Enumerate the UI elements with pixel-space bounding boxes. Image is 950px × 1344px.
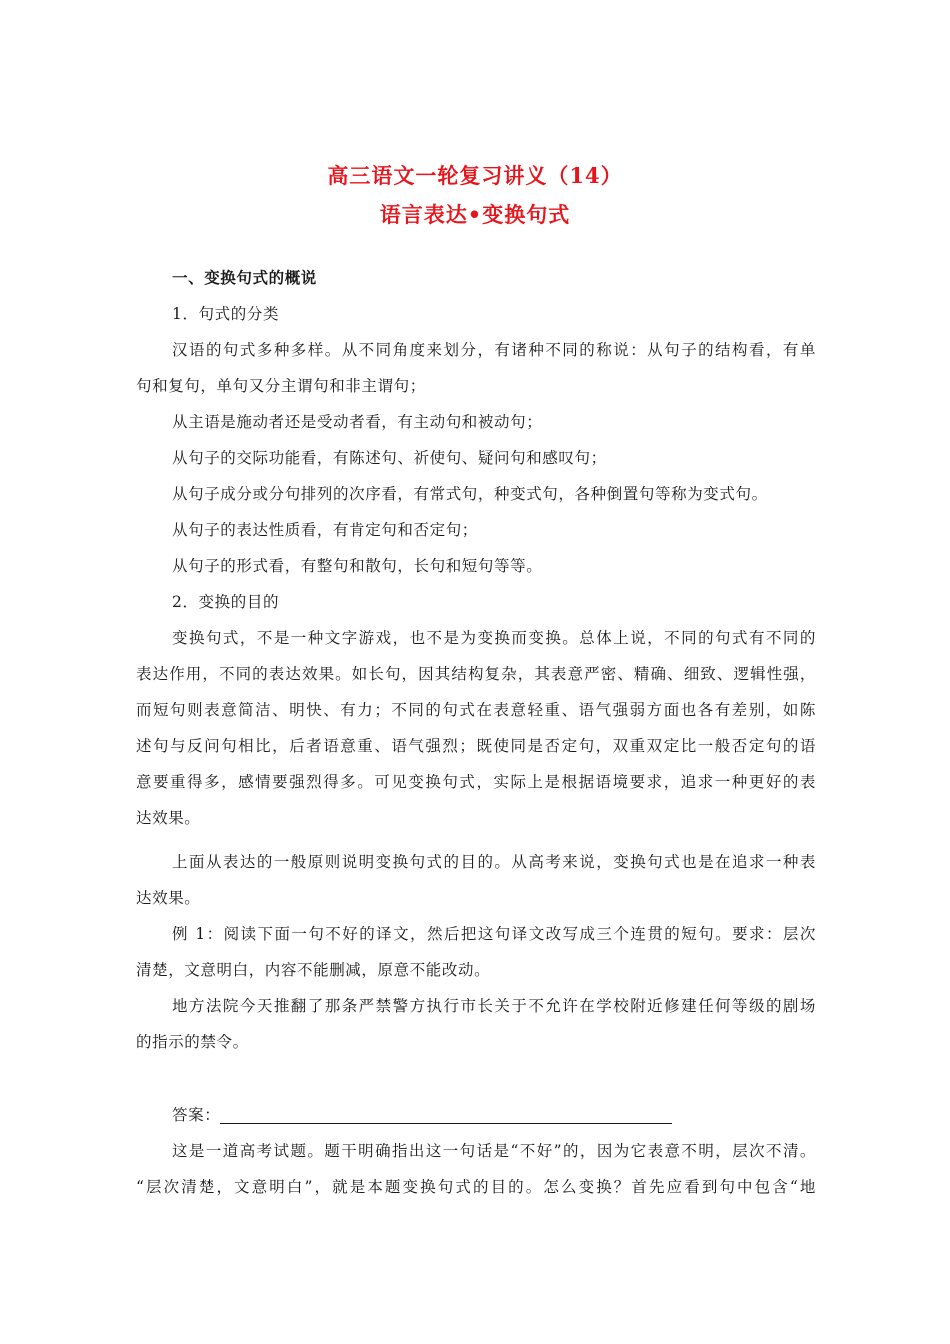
example-line: 例 1：阅读下面一句不好的译文，然后把这句译文改写成三个连贯的短句。要求：层次 (172, 925, 816, 943)
paragraph-line: 从主语是施动者还是受动者看，有主动句和被动句； (172, 413, 543, 431)
paragraph-line: 达效果。 (136, 809, 201, 827)
paragraph-line: 从句子的表达性质看，有肯定句和否定句； (172, 521, 478, 539)
paragraph-line: 达效果。 (136, 889, 201, 907)
paragraph-line: 意要重得多，感情要强烈得多。可见变换句式，实际上是根据语境要求，追求一种更好的表 (136, 773, 816, 791)
paragraph-line: 从句子成分或分句排列的次序看，有常式句，种变式句，各种倒置句等称为变式句。 (172, 485, 768, 503)
paragraph-line: “层次清楚，文意明白”，就是本题变换句式的目的。怎么变换？首先应看到句中包含“地 (136, 1178, 816, 1196)
answer-blank-line (220, 1123, 672, 1124)
paragraph-line: 上面从表达的一般原则说明变换句式的目的。从高考来说，变换句式也是在追求一种表 (172, 853, 816, 871)
paragraph-line: 从句子的形式看，有整句和散句，长句和短句等等。 (172, 557, 543, 575)
paragraph-line: 从句子的交际功能看，有陈述句、祈使句、疑问句和感叹句； (172, 449, 607, 467)
subsection-heading-purpose: 2．变换的目的 (172, 593, 280, 611)
document-title: 高三语文一轮复习讲义（14） (327, 163, 623, 188)
paragraph-line: 这是一道高考试题。题干明确指出这一句话是“不好”的，因为它表意不明，层次不清。 (172, 1142, 816, 1160)
paragraph-line: 变换句式，不是一种文字游戏，也不是为变换而变换。总体上说，不同的句式有不同的 (172, 629, 816, 647)
section-heading: 一、变换句式的概说 (172, 268, 317, 287)
paragraph-line: 述句与反问句相比，后者语意重、语气强烈；既使同是否定句，双重双定比一般否定句的语 (136, 737, 816, 755)
document-subtitle: 语言表达•变换句式 (379, 202, 571, 227)
answer-label: 答案： (172, 1106, 221, 1124)
paragraph-line: 表达作用，不同的表达效果。如长句，因其结构复杂，其表意严密、精确、细致、逻辑性强， (136, 665, 816, 683)
paragraph-line: 句和复句，单句又分主谓句和非主谓句； (136, 377, 426, 395)
paragraph-line: 汉语的句式多种多样。从不同角度来划分，有诸种不同的称说：从句子的结构看，有单 (172, 341, 816, 359)
example-line: 清楚，文意明白，内容不能删减，原意不能改动。 (136, 961, 491, 979)
question-sentence-line: 地方法院今天推翻了那条严禁警方执行市长关于不允许在学校附近修建任何等级的剧场 (172, 997, 816, 1015)
paragraph-line: 而短句则表意简洁、明快、有力；不同的句式在表意轻重、语气强弱方面也各有差别，如陈 (136, 701, 816, 719)
question-sentence-line: 的指示的禁令。 (136, 1033, 249, 1051)
subsection-heading-classification: 1．句式的分类 (172, 305, 280, 323)
